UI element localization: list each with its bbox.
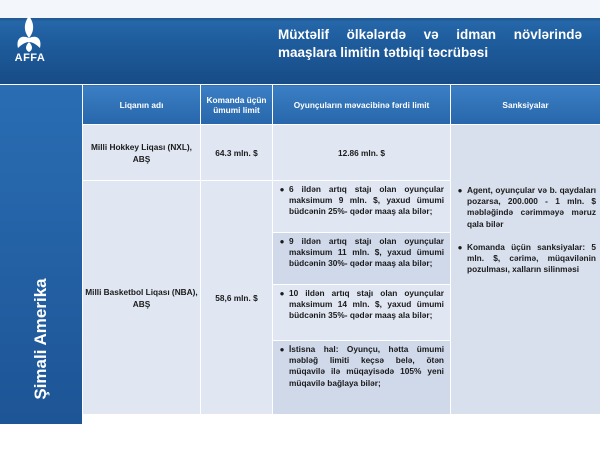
nba-name: Milli Basketbol Liqası (NBA), ABŞ (83, 181, 201, 415)
sanction-text: Agent, oyunçular və b. qaydaları pozarsa, 200.000 - 1 mln. $ məbləğində cərimməyə məruz qala bilər (467, 185, 596, 229)
header-sanctions: Sanksiyalar (451, 85, 600, 125)
header-limit: Oyunçuların məvacibinə fərdi limit (273, 85, 451, 125)
title-line-2: maaşlara limitin tətbiqi təcrübəsi (278, 45, 489, 60)
bullet-icon: ● (457, 186, 463, 195)
bullet-icon: ● (279, 185, 285, 194)
nba-limit-item (273, 341, 451, 415)
region-label: Şimali Amerika (31, 278, 50, 400)
table-row-nhl (83, 125, 600, 181)
nba-limit-item (273, 181, 451, 233)
salary-limit-table (82, 84, 600, 415)
bullet-icon: ● (279, 289, 285, 298)
header-league: Liqanın adı (83, 85, 201, 125)
nba-limit-text: 10 ildən artıq stajı olan oyunçular maksimum 14 mln. $, yaxud ümumi büdcənin 35%- qədər maaş ala bilər; (289, 288, 444, 321)
bullet-icon: ● (279, 237, 285, 246)
page-title (278, 26, 582, 62)
nba-budget: 58,6 mln. $ (201, 181, 273, 415)
sanction-item (453, 185, 596, 230)
sanctions-cell (451, 125, 600, 415)
sanction-text: Komanda üçün sanksiyalar: 5 mln. $, cərimə, müqavilənin pozulması, xalların silinməsi (467, 241, 596, 275)
bullet-icon: ● (279, 345, 285, 354)
table-header-row (83, 85, 600, 125)
nhl-budget: 64.3 mln. $ (201, 125, 273, 181)
header-banner (0, 0, 600, 84)
nba-limit-item (273, 285, 451, 341)
nba-limit-text: İstisna hal: Oyunçu, hətta ümumi məbləğ limiti keçsə belə, ötən müqavilə ilə müqayisədə 105% yeni müqavilə bağlaya bilər; (289, 344, 444, 388)
header-budget: Komanda üçün ümumi limit (201, 85, 273, 125)
logo-text: AFFA (14, 52, 46, 64)
nba-limit-text: 6 ildən artıq stajı olan oyunçular maksimum 9 mln. $, yaxud ümumi büdcənin 25%- qədər maaş ala bilər; (289, 184, 444, 217)
nba-limit-item (273, 233, 451, 285)
nhl-limit: 12.86 mln. $ (273, 125, 451, 181)
title-line-1: Müxtəlif ölkələrdə və idman növlərində (278, 27, 582, 42)
sanction-item (453, 242, 596, 276)
header-top-shadow (0, 18, 600, 22)
nhl-name: Milli Hokkey Liqası (NXL), ABŞ (83, 125, 201, 181)
region-sidebar (0, 84, 82, 424)
header-top-strip (0, 0, 600, 18)
nba-limit-text: 9 ildən artıq stajı olan oyunçular maksimum 11 mln. $, yaxud ümumi büdcənin 30%- qədər maaş ala bilər; (289, 236, 444, 269)
bullet-icon: ● (457, 242, 463, 252)
affa-logo-icon (10, 12, 48, 74)
